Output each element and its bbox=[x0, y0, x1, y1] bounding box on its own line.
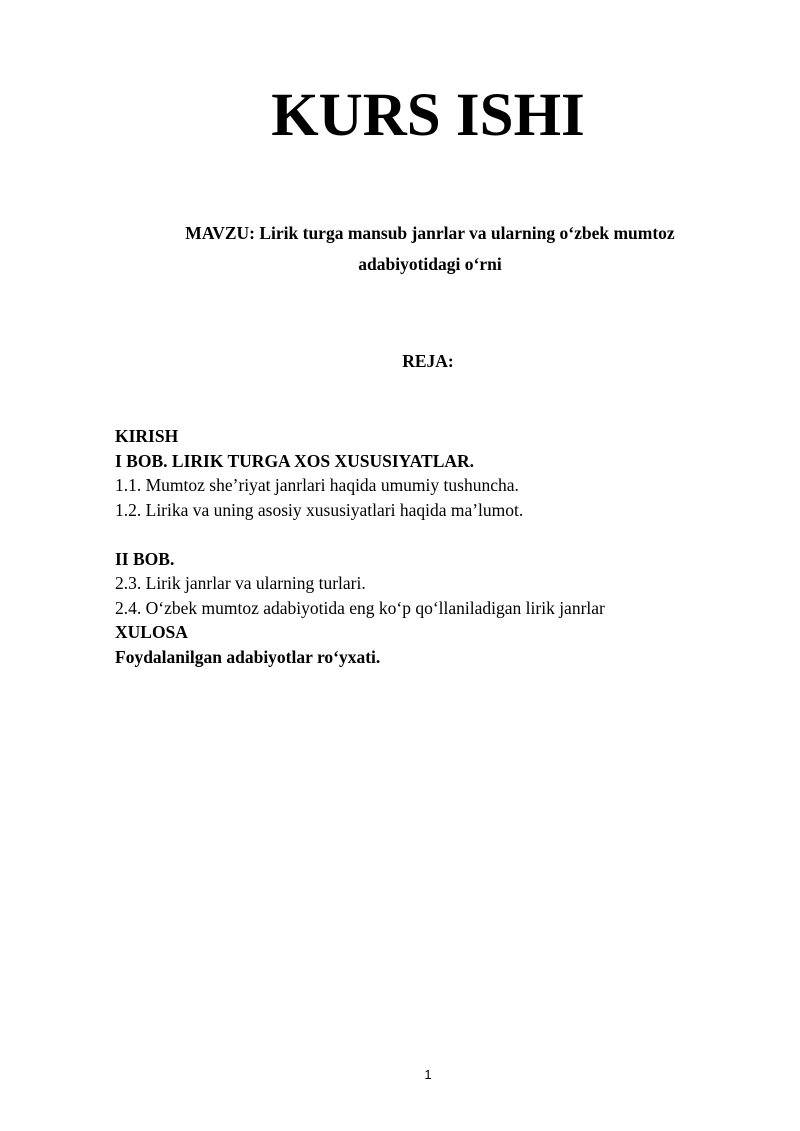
toc-item-2-4: 2.4. O‘zbek mumtoz adabiyotida eng ko‘p qo‘llaniladigan lirik janrlar bbox=[115, 597, 605, 618]
table-of-contents bbox=[115, 424, 735, 669]
toc-chapter-2: II BOB. bbox=[115, 548, 175, 569]
topic-heading: MAVZU: Lirik turga mansub janrlar va ularning o‘zbek mumtoz adabiyotidagi o‘rni bbox=[185, 223, 675, 274]
toc-item-1-2: 1.2. Lirika va uning asosiy xususiyatlari haqida ma’lumot. bbox=[115, 499, 524, 520]
page-number: 1 bbox=[424, 1067, 432, 1082]
toc-references: Foydalanilgan adabiyotlar ro‘yxati. bbox=[115, 646, 381, 667]
toc-spacer bbox=[115, 522, 735, 547]
plan-heading: REJA: bbox=[402, 351, 454, 371]
toc-conclusion: XULOSA bbox=[115, 622, 188, 642]
toc-chapter-1: I BOB. LIRIK TURGA XOS XUSUSIYATLAR. bbox=[115, 450, 475, 471]
toc-item-1-1: 1.1. Mumtoz she’riyat janrlari haqida umumiy tushuncha. bbox=[115, 475, 519, 495]
document-title: KURS ISHI bbox=[271, 82, 585, 149]
toc-item-2-3: 2.3. Lirik janrlar va ularning turlari. bbox=[115, 573, 366, 593]
toc-intro: KIRISH bbox=[115, 426, 179, 446]
